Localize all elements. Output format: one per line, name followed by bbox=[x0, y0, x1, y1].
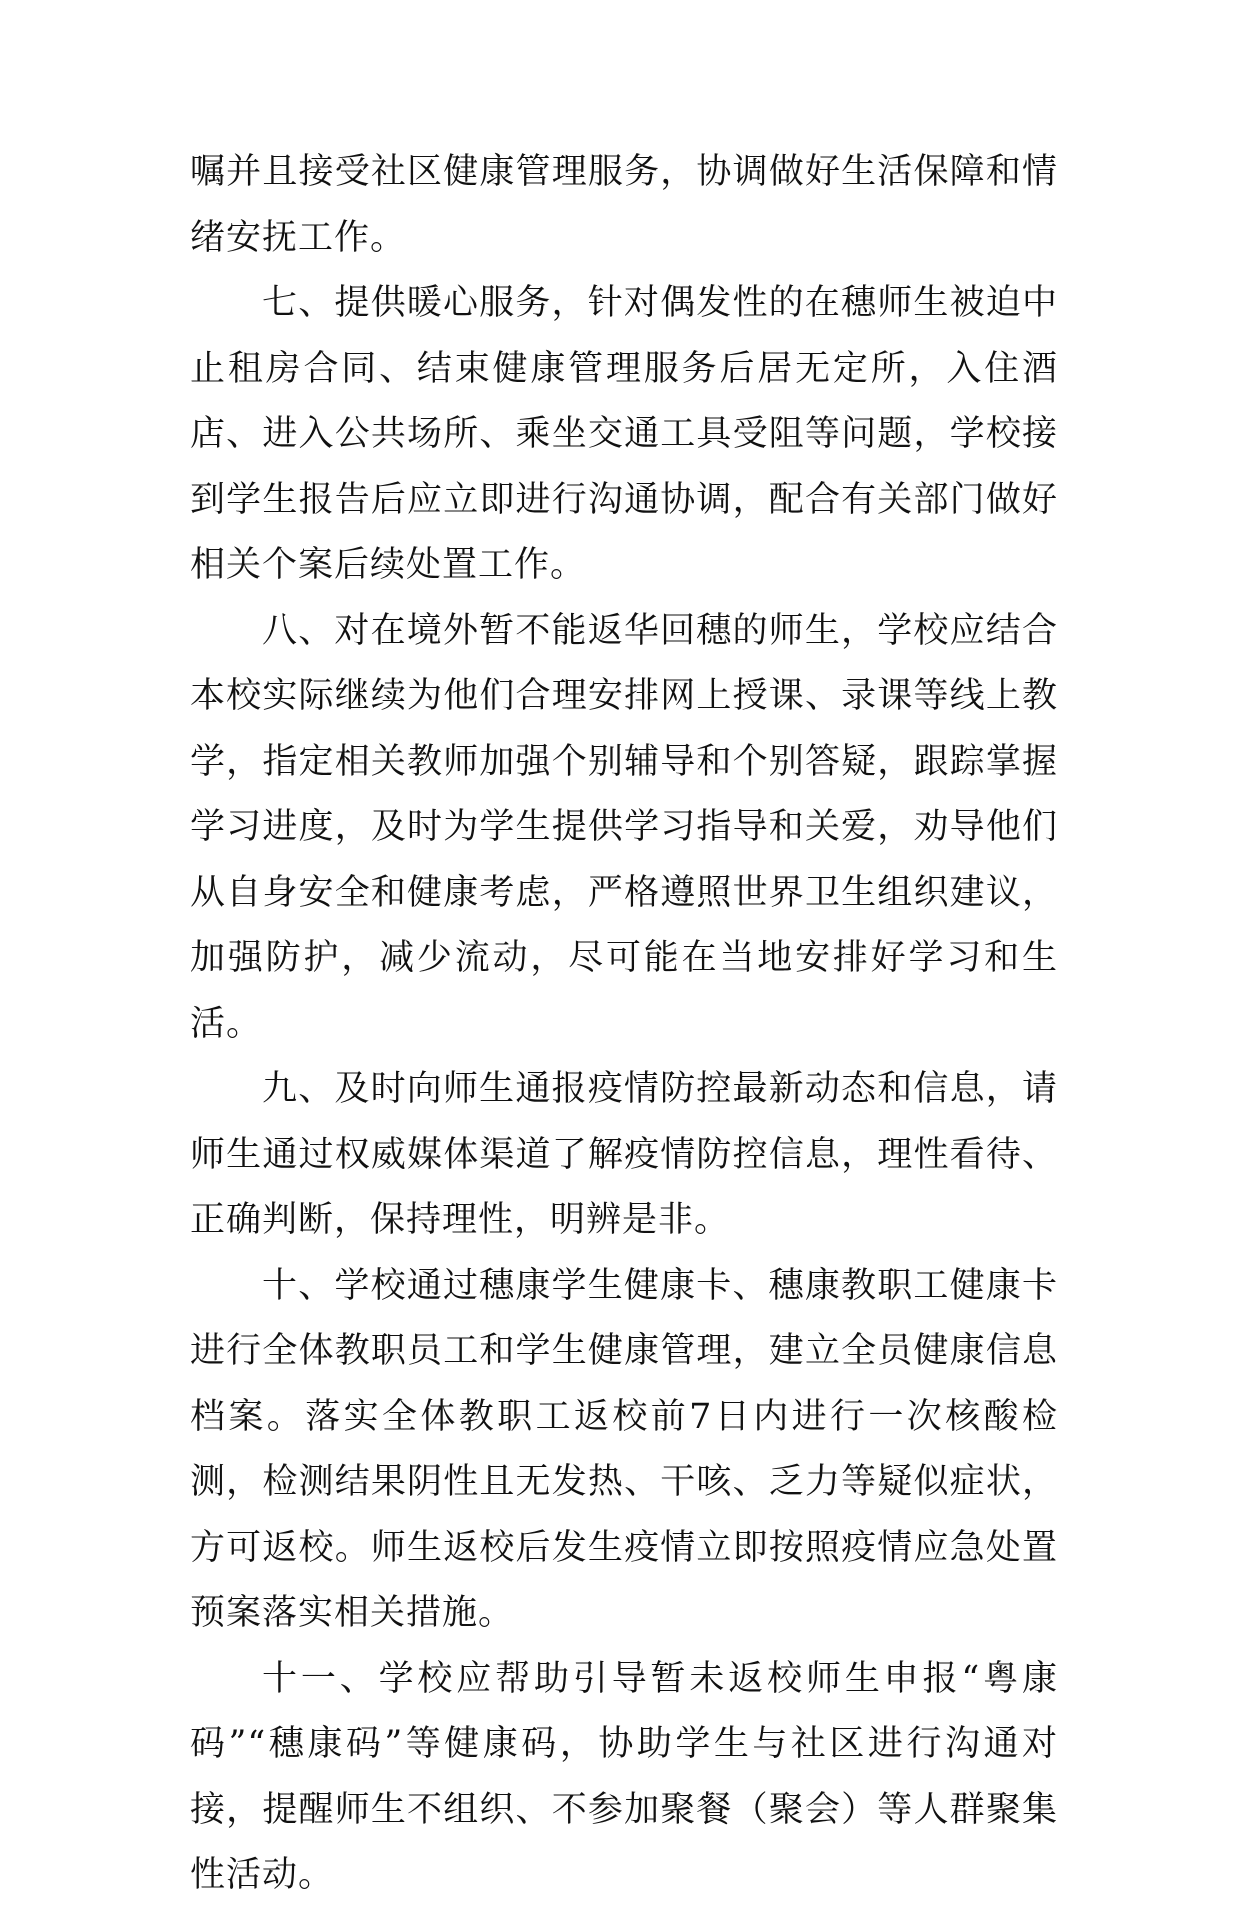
paragraph-item-7: 七、提供暖心服务，针对偶发性的在穗师生被迫中止租房合同、结束健康管理服务后居无定所，入住酒店、进入公共场所、乘坐交通工具受阻等问题，学校接到学生报告后应立即进行沟通协调，配合有关部门做好相关个案后续处置工作。 bbox=[190, 283, 1058, 585]
paragraph-item-8: 八、对在境外暂不能返华回穗的师生，学校应结合本校实际继续为他们合理安排网上授课、录课等线上教学，指定相关教师加强个别辅导和个别答疑，跟踪掌握学习进度，及时为学生提供学习指导和关爱，劝导他们从自身安全和健康考虑，严格遵照世界卫生组织建议，加强防护，减少流动，尽可能在当地安排好学习和生活。 bbox=[190, 610, 1058, 1044]
paragraph-continuation: 嘱并且接受社区健康管理服务，协调做好生活保障和情绪安抚工作。 bbox=[190, 152, 1058, 258]
paragraph-item-9: 九、及时向师生通报疫情防控最新动态和信息，请师生通过权威媒体渠道了解疫情防控信息，理性看待、正确判断，保持理性，明辨是非。 bbox=[190, 1069, 1058, 1240]
paragraph-item-10: 十、学校通过穗康学生健康卡、穗康教职工健康卡进行全体教职员工和学生健康管理，建立全员健康信息档案。落实全体教职工返校前7日内进行一次核酸检测，检测结果阴性且无发热、干咳、乏力等疑似症状，方可返校。师生返校后发生疫情立即按照疫情应急处置预案落实相关措施。 bbox=[190, 1265, 1058, 1633]
paragraph-item-11: 十一、学校应帮助引导暂未返校师生申报“粤康码”“穗康码”等健康码，协助学生与社区进行沟通对接，提醒师生不组织、不参加聚餐（聚会）等人群聚集性活动。 bbox=[190, 1658, 1058, 1895]
document-page bbox=[190, 140, 1058, 1909]
